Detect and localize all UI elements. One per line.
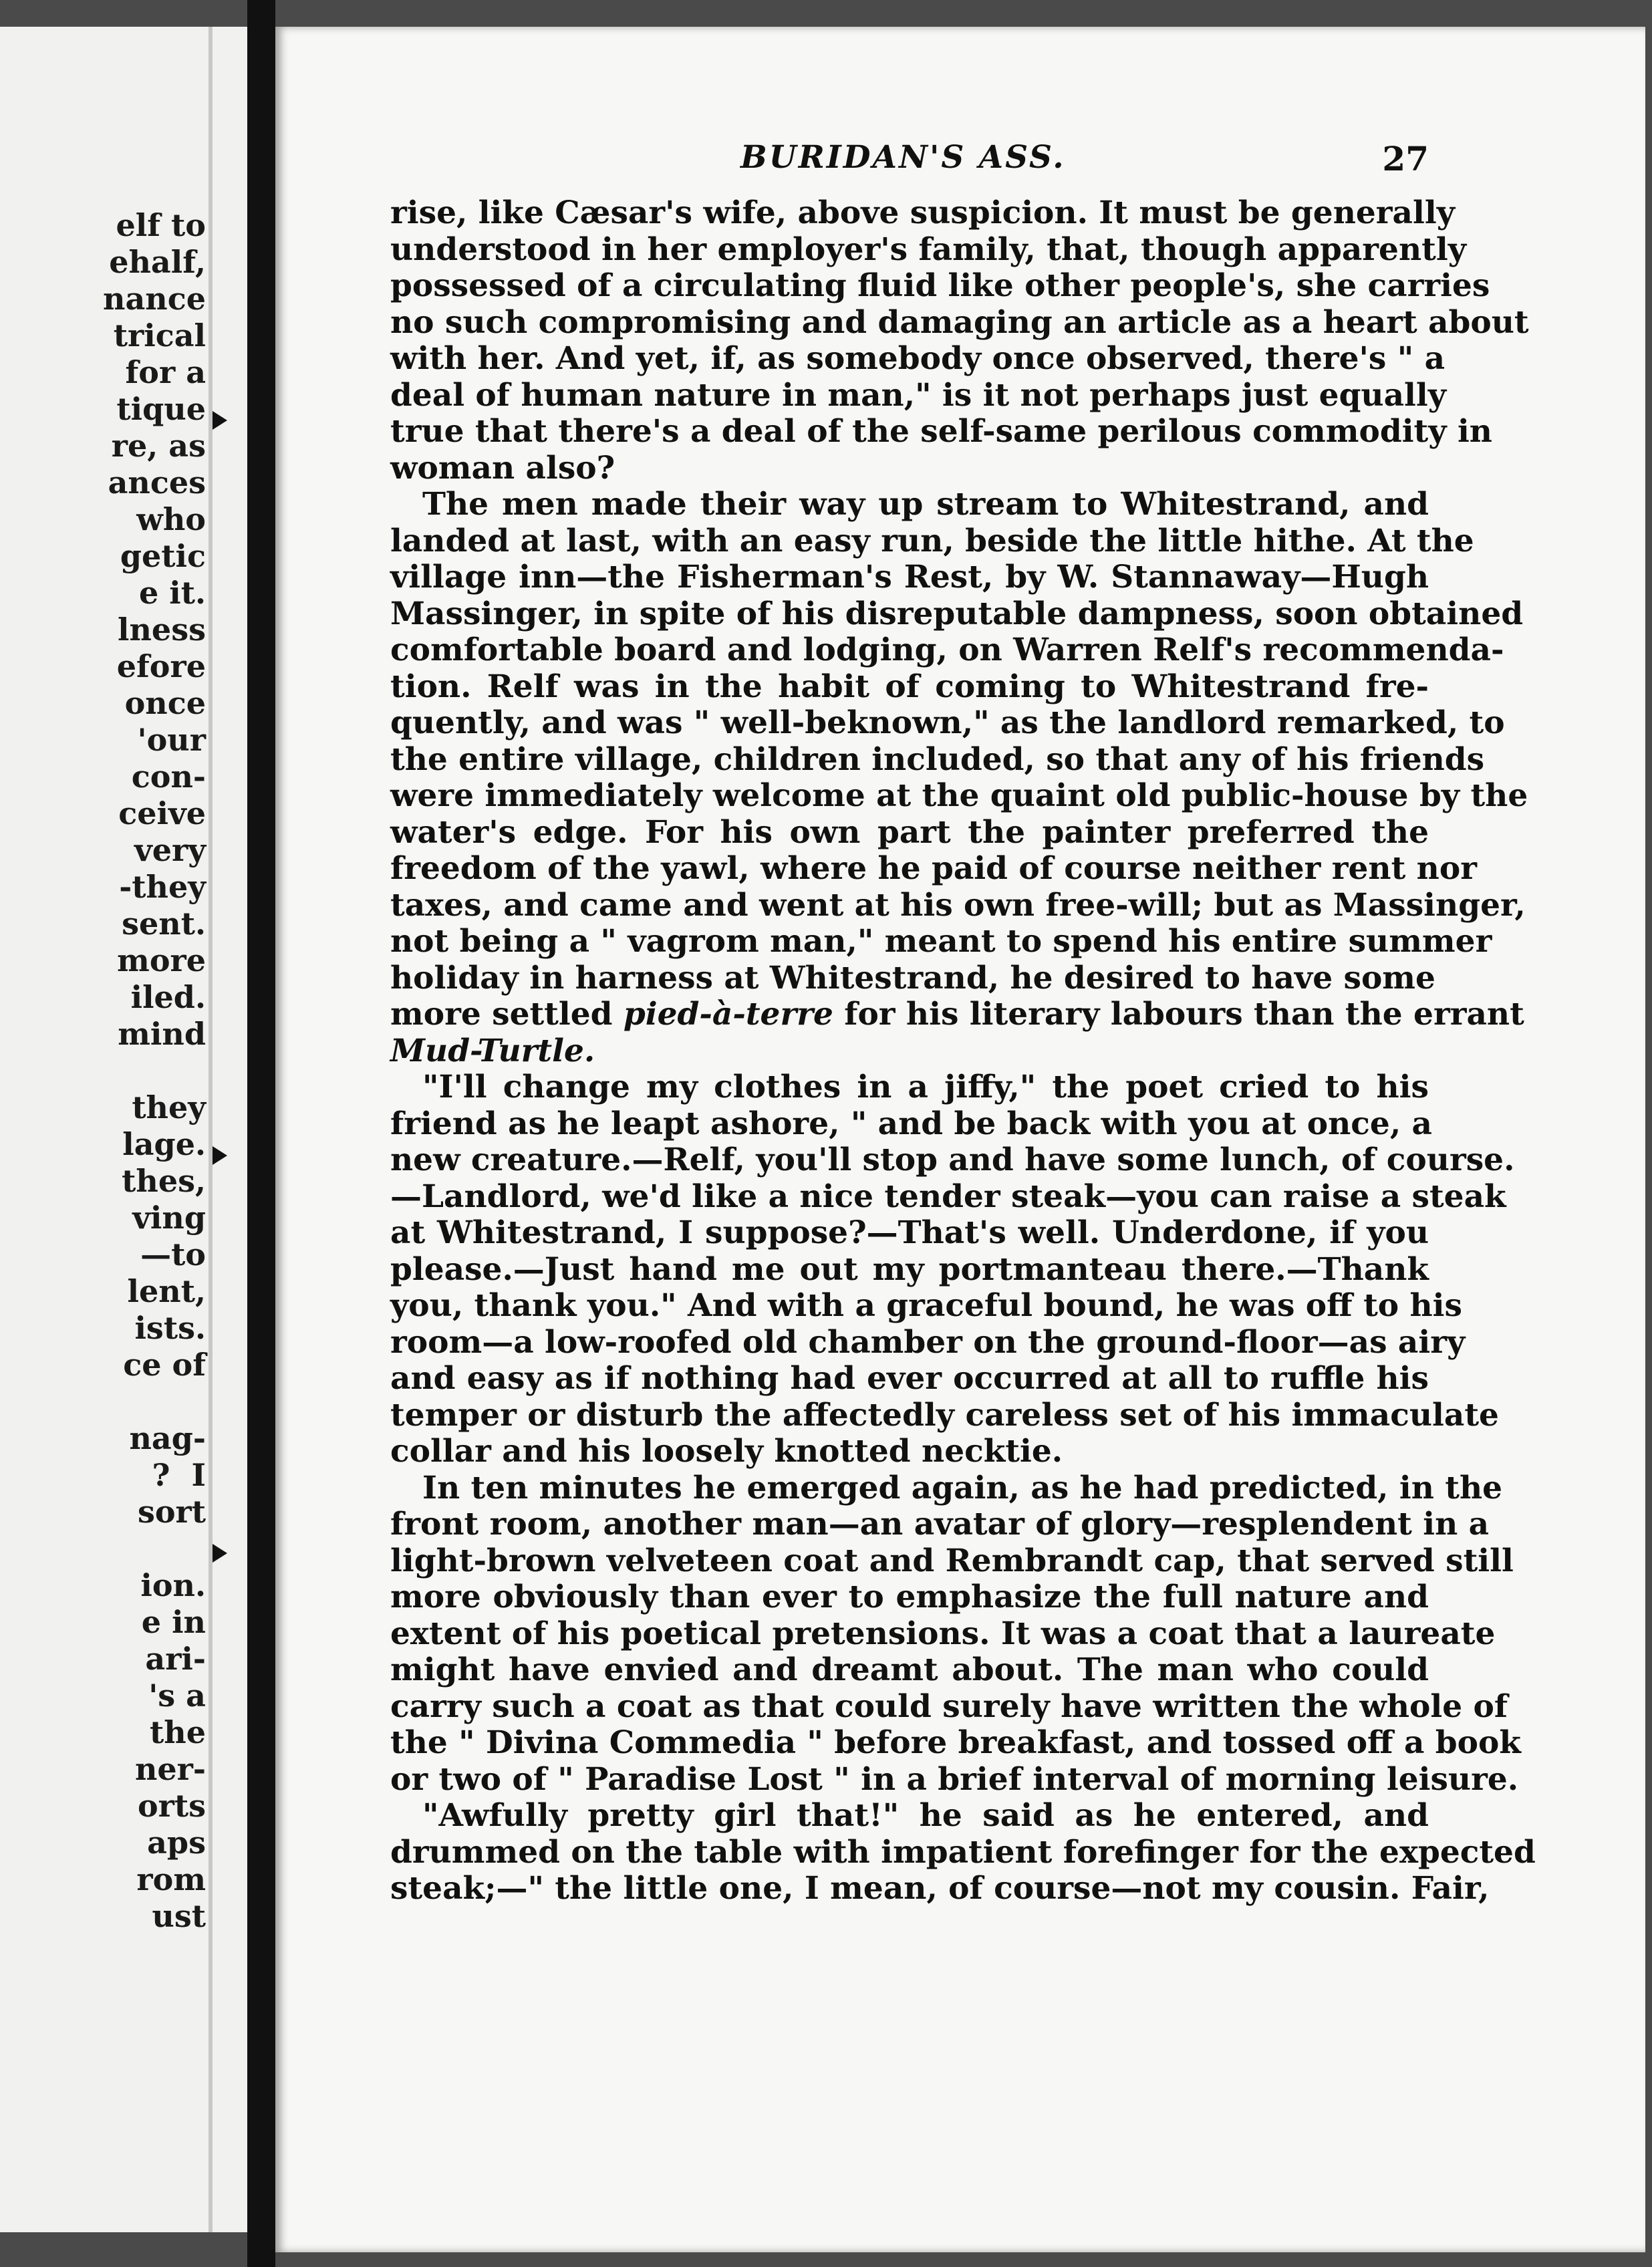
left-page-fragment: sort <box>137 1494 206 1530</box>
text-line: extent of his poetical pretensions. It was a coat that a laureate <box>390 1615 1496 1652</box>
left-page-fragment: lent, <box>127 1273 206 1309</box>
left-page-fragment: re, as <box>111 428 206 464</box>
left-page-fragment: ari- <box>145 1641 206 1677</box>
text-line: quently, and was " well-beknown," as the landlord remarked, to <box>390 704 1505 741</box>
text-line: not being a " vagrom man," meant to spend his entire summer <box>390 923 1492 960</box>
text-line: front room, another man—an avatar of glory—resplendent in a <box>390 1506 1490 1543</box>
left-page-fragment: sent. <box>122 906 206 942</box>
left-page-fragment: ust <box>152 1898 206 1934</box>
left-page-fragment: ceive <box>118 795 206 831</box>
text-run: more settled <box>390 996 624 1033</box>
margin-mark <box>213 411 227 430</box>
italic-phrase: pied-à-terre <box>623 996 833 1033</box>
left-page-fragment: getic <box>120 538 206 574</box>
paragraph <box>390 1469 1521 1798</box>
left-page-fragment: trical <box>113 317 206 354</box>
left-page-fragment: tique <box>116 391 206 427</box>
left-page-fragment: con- <box>131 759 206 795</box>
left-page-fragment: for a <box>125 354 206 390</box>
left-page-fragment: very <box>134 832 206 868</box>
left-page-fragment: elf to <box>116 207 206 243</box>
left-page-fragment <box>103 1383 206 1420</box>
text-line: understood in her employer's family, that, though apparently <box>390 231 1467 268</box>
page-number: 27 <box>1382 139 1429 178</box>
text-line: drummed on the table with impatient forefinger for the expected <box>390 1833 1536 1871</box>
text-line: woman also? <box>390 449 615 487</box>
paragraph <box>390 194 1529 487</box>
left-page-fragment: mind <box>118 1016 206 1052</box>
text-line: or two of " Paradise Lost " in a brief interval of morning leisure. <box>390 1760 1519 1798</box>
page-header <box>740 139 1429 186</box>
text-line: steak;—" the little one, I mean, of course—not my cousin. Fair, <box>390 1870 1490 1907</box>
text-line: village inn—the Fisherman's Rest, by W. Stannaway—Hugh <box>390 559 1429 595</box>
left-page-fragment: rom <box>136 1861 206 1897</box>
text-line: carry such a coat as that could surely have written the whole of <box>390 1688 1508 1725</box>
text-line: Massinger, in spite of his disreputable dampness, soon obtained <box>390 595 1524 632</box>
text-line: new creature.—Relf, you'll stop and have some lunch, of course. <box>390 1142 1515 1178</box>
text-line: no such compromising and damaging an article as a heart about <box>390 303 1529 341</box>
text-line: Mud-Turtle. <box>390 1032 595 1069</box>
text-line: possessed of a circulating fluid like other people's, she carries <box>390 267 1490 304</box>
left-page-fragment <box>103 1053 206 1089</box>
text-line: —Landlord, we'd like a nice tender steak—you can raise a steak <box>390 1178 1506 1215</box>
text-line: light-brown velveteen coat and Rembrandt cap, that served still <box>390 1542 1514 1579</box>
book-gutter <box>247 0 275 2267</box>
text-line: tion. Relf was in the habit of coming to Whitestrand fre- <box>390 668 1429 705</box>
left-page-fragment: ce of <box>123 1347 206 1383</box>
left-page-margin <box>0 27 247 2232</box>
left-page-fragment: orts <box>137 1788 206 1824</box>
text-line: please.—Just hand me out my portmanteau there.—Thank <box>390 1250 1429 1288</box>
text-line: the " Divina Commedia " before breakfast, and tossed off a book <box>390 1724 1521 1761</box>
text-line: "Awfully pretty girl that!" he said as he entered, and <box>422 1797 1429 1834</box>
text-line: more obviously than ever to emphasize the full nature and <box>390 1579 1429 1615</box>
left-page-fragment: the <box>150 1714 206 1750</box>
text-line: comfortable board and lodging, on Warren Relf's recommenda- <box>390 632 1504 668</box>
text-line: In ten minutes he emerged again, as he had predicted, in the <box>422 1469 1503 1506</box>
text-line: collar and his loosely knotted necktie. <box>390 1433 1063 1470</box>
text-line: friend as he leapt ashore, " and be back with you at once, a <box>390 1105 1433 1142</box>
text-line: landed at last, with an easy run, beside the little hithe. At the <box>390 522 1474 559</box>
text-line: "I'll change my clothes in a jiffy," the poet cried to his <box>422 1069 1429 1105</box>
text-line: rise, like Cæsar's wife, above suspicion. It must be generally <box>390 194 1455 231</box>
left-page-fragment: lage. <box>122 1126 206 1162</box>
text-line: with her. And yet, if, as somebody once observed, there's " a <box>390 340 1446 377</box>
text-line: deal of human nature in man," is it not perhaps just equally <box>390 376 1447 414</box>
left-page-fragment: nance <box>103 281 206 317</box>
running-title: BURIDAN'S ASS. <box>740 139 1066 176</box>
text-line: freedom of the yawl, where he paid of course neither rent nor <box>390 850 1477 887</box>
left-page-fragment: they <box>132 1089 206 1125</box>
text-line: you, thank you." And with a graceful bound, he was off to his <box>390 1287 1462 1324</box>
left-page-fragment: —to <box>140 1236 206 1273</box>
left-page-fragment: ehalf, <box>109 244 206 280</box>
left-page-fragment: ists. <box>134 1310 206 1346</box>
text-line: at Whitestrand, I suppose?—That's well. Underdone, if you <box>390 1214 1429 1251</box>
left-page-fragment: 's a <box>148 1678 206 1714</box>
left-page-fragment: ion. <box>140 1567 206 1603</box>
text-run: for his literary labours than the errant <box>833 996 1524 1033</box>
left-page-fragment: -they <box>119 869 206 905</box>
text-line: taxes, and came and went at his own free-will; but as Massinger, <box>390 886 1526 924</box>
left-page-fragment: ving <box>132 1200 206 1236</box>
left-page-fragment <box>103 1530 206 1567</box>
text-line: and easy as if nothing had ever occurred at all to ruffle his <box>390 1360 1429 1397</box>
paragraph <box>390 486 1528 1069</box>
text-line: water's edge. For his own part the painter preferred the <box>390 813 1429 851</box>
left-page-fragment: ances <box>108 464 206 501</box>
text-line <box>390 996 1524 1033</box>
page-body <box>390 194 1536 1907</box>
page-edge <box>209 27 213 2232</box>
left-page-fragment: e it. <box>138 575 206 611</box>
left-page-fragment: nag- <box>129 1420 206 1456</box>
left-page-fragment: e in <box>141 1604 206 1640</box>
text-line: temper or disturb the affectedly careless set of his immaculate <box>390 1396 1499 1434</box>
text-line: room—a low-roofed old chamber on the ground-floor—as airy <box>390 1323 1466 1361</box>
left-page-fragment: once <box>124 685 206 721</box>
text-line: holiday in harness at Whitestrand, he desired to have some <box>390 959 1435 996</box>
left-page-fragment: lness <box>118 612 206 648</box>
left-page-fragment: 'our <box>137 722 206 758</box>
left-page-fragment: efore <box>116 648 206 684</box>
paragraph <box>390 1069 1515 1470</box>
left-page-fragment: ? I <box>152 1457 206 1493</box>
margin-mark <box>213 1146 227 1165</box>
left-page-fragment: iled. <box>130 979 206 1015</box>
text-line: were immediately welcome at the quaint old public-house by the <box>390 777 1528 814</box>
text-line: might have envied and dreamt about. The man who could <box>390 1651 1429 1688</box>
left-page-fragment: who <box>136 501 206 537</box>
text-line: the entire village, children included, so that any of his friends <box>390 741 1485 778</box>
left-page-fragment: thes, <box>122 1163 206 1199</box>
margin-mark <box>213 1544 227 1563</box>
text-line: true that there's a deal of the self-same perilous commodity in <box>390 413 1492 450</box>
left-page-fragments <box>103 207 206 1935</box>
text-line: The men made their way up stream to Whitestrand, and <box>422 486 1429 523</box>
left-page-fragment: ner- <box>134 1751 206 1787</box>
left-page-fragment: aps <box>147 1825 206 1861</box>
paragraph <box>390 1797 1536 1907</box>
left-page-fragment: more <box>117 942 206 978</box>
